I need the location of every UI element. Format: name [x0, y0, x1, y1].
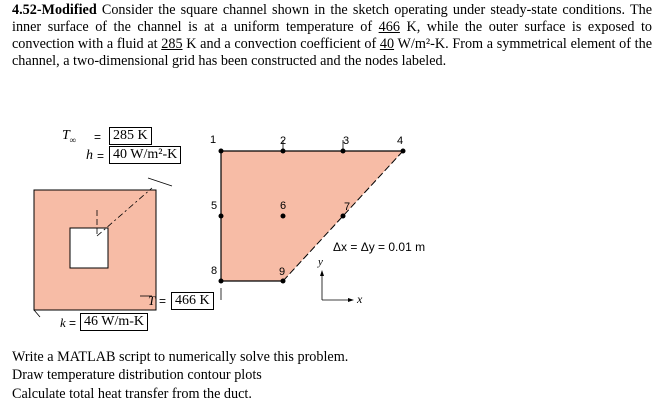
t-inf-value-box: 285 K — [109, 127, 152, 145]
node-label-9: 9 — [279, 266, 286, 278]
node-label-8: 8 — [211, 265, 218, 277]
fluid-temp-value: 285 — [161, 36, 183, 52]
t-inf-equals: = — [94, 130, 102, 144]
k-symbol: k — [60, 315, 66, 330]
node-label-2: 2 — [280, 135, 287, 147]
node-9 — [281, 279, 286, 284]
h-equals: = — [97, 149, 105, 163]
node-8 — [219, 279, 224, 284]
problem-statement: 4.52-Modified Consider the square channel shown in the sketch operating under steady-state conditions. The inner surface of the channel is at a uniform temperature of 466 K, while the outer surface is exposed to convection with a fluid at 285 K and a convection coefficient of 40 W/m²-K. From a symmetrical element of the channel, a two-dimensional grid has been constructed and the nodes labeled. — [12, 2, 653, 69]
h-value-box: 40 W/m²-K — [109, 146, 181, 164]
node-label-3: 3 — [343, 135, 350, 147]
h-symbol: h — [86, 148, 93, 163]
symmetrical-element — [221, 151, 403, 281]
node-label-1: 1 — [210, 134, 217, 146]
problem-number: 4.52-Modified — [12, 2, 97, 18]
task-line-1: Write a MATLAB script to numerically solve this problem. — [12, 349, 349, 365]
node-7 — [341, 214, 346, 219]
node-3 — [341, 149, 346, 154]
k-value-box: 46 W/m-K — [80, 313, 148, 331]
node-5 — [219, 214, 224, 219]
node-label-7: 7 — [344, 201, 351, 213]
inner-temp-value: 466 — [378, 19, 400, 35]
k-equals: = — [69, 316, 77, 330]
node-label-4: 4 — [397, 135, 404, 147]
task-line-2: Draw temperature distribution contour plots — [12, 367, 262, 383]
grid-spacing-label: Δx = Δy = 0.01 m — [333, 240, 426, 254]
node-1 — [219, 149, 224, 154]
node-6 — [281, 214, 286, 219]
t-symbol: T — [148, 293, 156, 308]
t-inf-symbol: $T_\infty$ — [62, 128, 77, 145]
node-4 — [401, 149, 406, 154]
h-value: 40 — [379, 36, 395, 52]
inner-temp-box: 466 K — [171, 292, 214, 310]
node-2 — [281, 149, 286, 154]
node-label-5: 5 — [211, 200, 218, 212]
inner-channel-square — [70, 228, 108, 268]
t-equals: = — [159, 294, 167, 308]
node-label-6: 6 — [280, 200, 287, 212]
task-line-3: Calculate total heat transfer from the duct. — [12, 386, 252, 402]
axis-y-label: y — [318, 256, 323, 268]
axis-x-label: x — [357, 292, 363, 306]
